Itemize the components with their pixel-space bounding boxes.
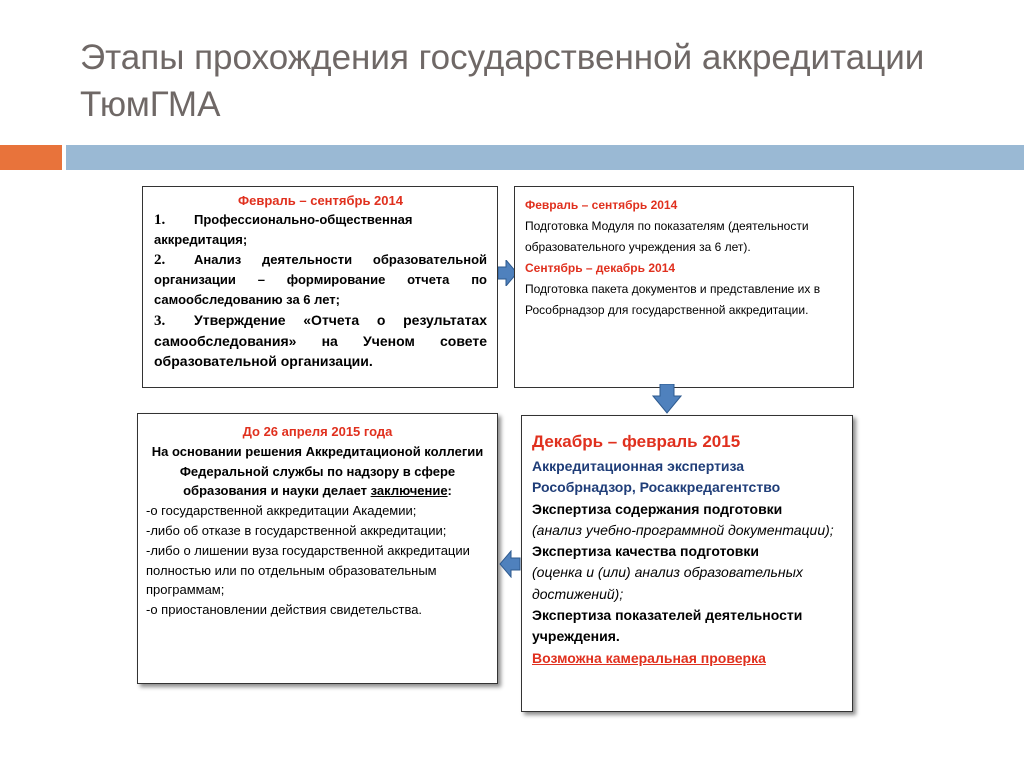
box4-agency-line2: Рособрнадзор, Росаккредагентство [532,479,781,496]
box4-exp1-detail: (анализ учебно-программной документации); [532,521,834,538]
box1-item-3 [154,310,487,371]
box1-item-3-num: 3. [154,313,166,329]
stage-box-4-conclusion [137,413,498,684]
box4-period: Декабрь – февраль 2015 [532,432,741,451]
box3-period: До 26 апреля 2015 года [242,424,393,439]
box1-item-2-text: Анализ деятельности образовательной организации – формирование отчета по самообследованию за 6 лет; [154,252,487,307]
accent-bar-blue [66,145,1024,170]
box1-item-1-text: Профессионально-общественная аккредитация; [154,212,413,247]
box2-text-2: Подготовка пакета документов и представление их в Рособрнадзор для государственной аккредитации. [525,282,821,317]
box3-item-3: -либо о лишении вуза государственной аккредитации полностью или по отдельным образовательным программам; [146,542,470,598]
arrow-left-icon [499,550,521,578]
box1-item-3-text: Утверждение «Отчета о результатах самообследования» на Ученом совете образовательной организации. [154,312,487,369]
box4-exp2-title: Экспертиза качества подготовки [532,543,760,560]
box2-period-2: Сентябрь – декабрь 2014 [525,261,676,275]
box3-intro-text: На основании решения Аккредитационой коллегии Федеральной службы по надзору в сфере образования и науки делает [151,443,484,499]
arrow-down-icon [652,384,682,414]
box2-text-1: Подготовка Модуля по показателям (деятельности образовательного учреждения за 6 лет). [525,219,809,254]
slide-title-line2: ТюмГМА [80,85,221,124]
box1-period: Февраль – сентябрь 2014 [238,193,403,208]
stage-box-2 [514,186,854,388]
box4-note: Возможна камеральная проверка [532,649,766,666]
box4-agency-line1: Аккредитационная экспертиза [532,458,745,474]
box1-item-1-num: 1. [154,212,166,228]
box1-item-2 [154,250,487,310]
box1-item-1 [154,210,487,250]
slide-title-line1: Этапы прохождения государственной аккредитации [80,38,925,77]
box4-exp3-title: Экспертиза показателей деятельности учреждения. [532,607,803,645]
box2-period-1: Февраль – сентябрь 2014 [525,198,678,212]
slide-title [80,34,1000,128]
box3-colon: : [447,483,452,499]
stage-box-1 [142,186,498,388]
box3-item-4: -о приостановлении действия свидетельства. [146,602,423,618]
box1-item-2-num: 2. [154,252,166,268]
box4-exp1-title: Экспертиза содержания подготовки [532,500,783,517]
box3-item-1: -о государственной аккредитации Академии; [146,503,417,519]
box3-conclusion: заключение [370,483,448,499]
stage-box-3-expertise [521,415,853,712]
box3-intro [146,442,489,501]
box3-item-2: -либо об отказе в государственной аккредитации; [146,522,447,538]
box4-exp2-detail: (оценка и (или) анализ образовательных достижений); [532,564,803,602]
accent-bar-orange [0,145,62,170]
